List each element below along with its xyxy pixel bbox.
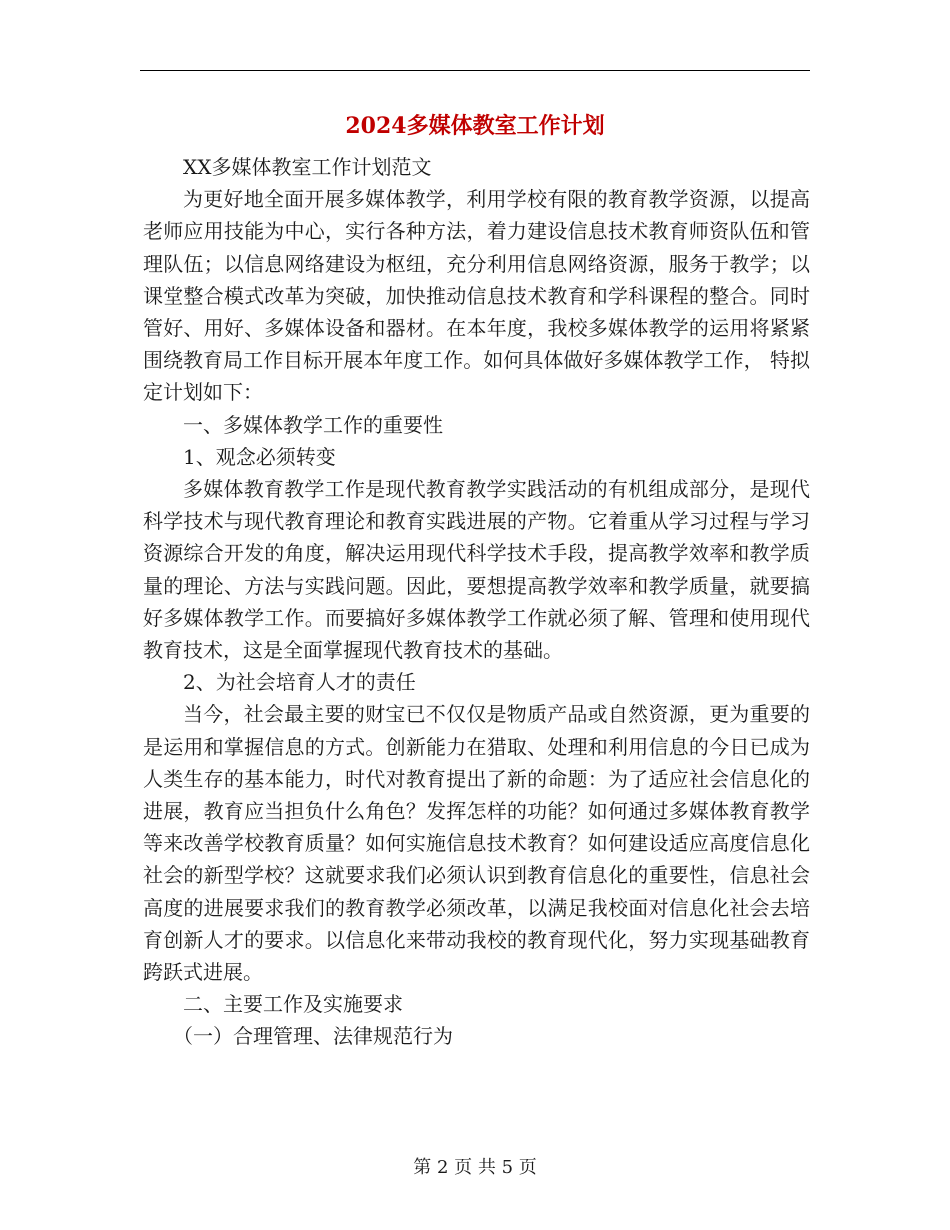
intro-paragraph: 为更好地全面开展多媒体教学，利用学校有限的教育教学资源，以提高老师应用技能为中心，实行各种方法，着力建设信息技术教育师资队伍和管理队伍；以信息网络建设为枢纽，充分利用信息网络资源，服务于教学；以课堂整合模式改革为突破，加快推动信息技术教育和学科课程的整合。同时管好、用好、多媒体设备和器材。在本年度，我校多媒体教学的运用将紧紧围绕教育局工作目标开展本年度工作。如何具体做好多媒体教学工作， 特拟定计划如下： [143, 187, 810, 405]
subtitle: XX多媒体教室工作计划范文 [183, 155, 432, 179]
subsection-heading-1-2: 2、为社会培育人才的责任 [183, 670, 416, 695]
page-footer: 第 2 页 共 5 页 [413, 1157, 537, 1178]
body-paragraph: 当今，社会最主要的财宝已不仅仅是物质产品或自然资源，更为重要的是运用和掌握信息的方式。创新能力在猎取、处理和利用信息的今日已成为人类生存的基本能力，时代对教育提出了新的命题：为了适应社会信息化的进展，教育应当担负什么角色？发挥怎样的功能？如何通过多媒体教育教学等来改善学校教育质量？如何实施信息技术教育？如何建设适应高度信息化社会的新型学校？这就要求我们必须认识到教育信息化的重要性，信息社会高度的进展要求我们的教育教学必须改革，以满足我校面对信息化社会去培育创新人才的要求。以信息化来带动我校的教育现代化，努力实现基础教育跨跃式进展。 [143, 702, 810, 985]
body-paragraph: 多媒体教育教学工作是现代教育教学实践活动的有机组成部分，是现代科学技术与现代教育理论和教育实践进展的产物。它着重从学习过程与学习资源综合开发的角度，解决运用现代科学技术手段，提高教学效率和教学质量的理论、方法与实践问题。因此，要想提高教学效率和教学质量，就要搞好多媒体教学工作。而要搞好多媒体教学工作就必须了解、管理和使用现代教育技术，这是全面掌握现代教育技术的基础。 [143, 477, 810, 663]
section-heading-1: 一、多媒体教学工作的重要性 [183, 412, 443, 437]
header-rule [140, 70, 810, 71]
subsection-heading-2-1: （一）合理管理、法律规范行为 [173, 1024, 453, 1049]
document-body [143, 151, 810, 1053]
subsection-heading-1-1: 1、观念必须转变 [183, 444, 336, 469]
section-heading-2: 二、主要工作及实施要求 [183, 992, 403, 1017]
document-title: 2024多媒体教室工作计划 [345, 113, 605, 139]
